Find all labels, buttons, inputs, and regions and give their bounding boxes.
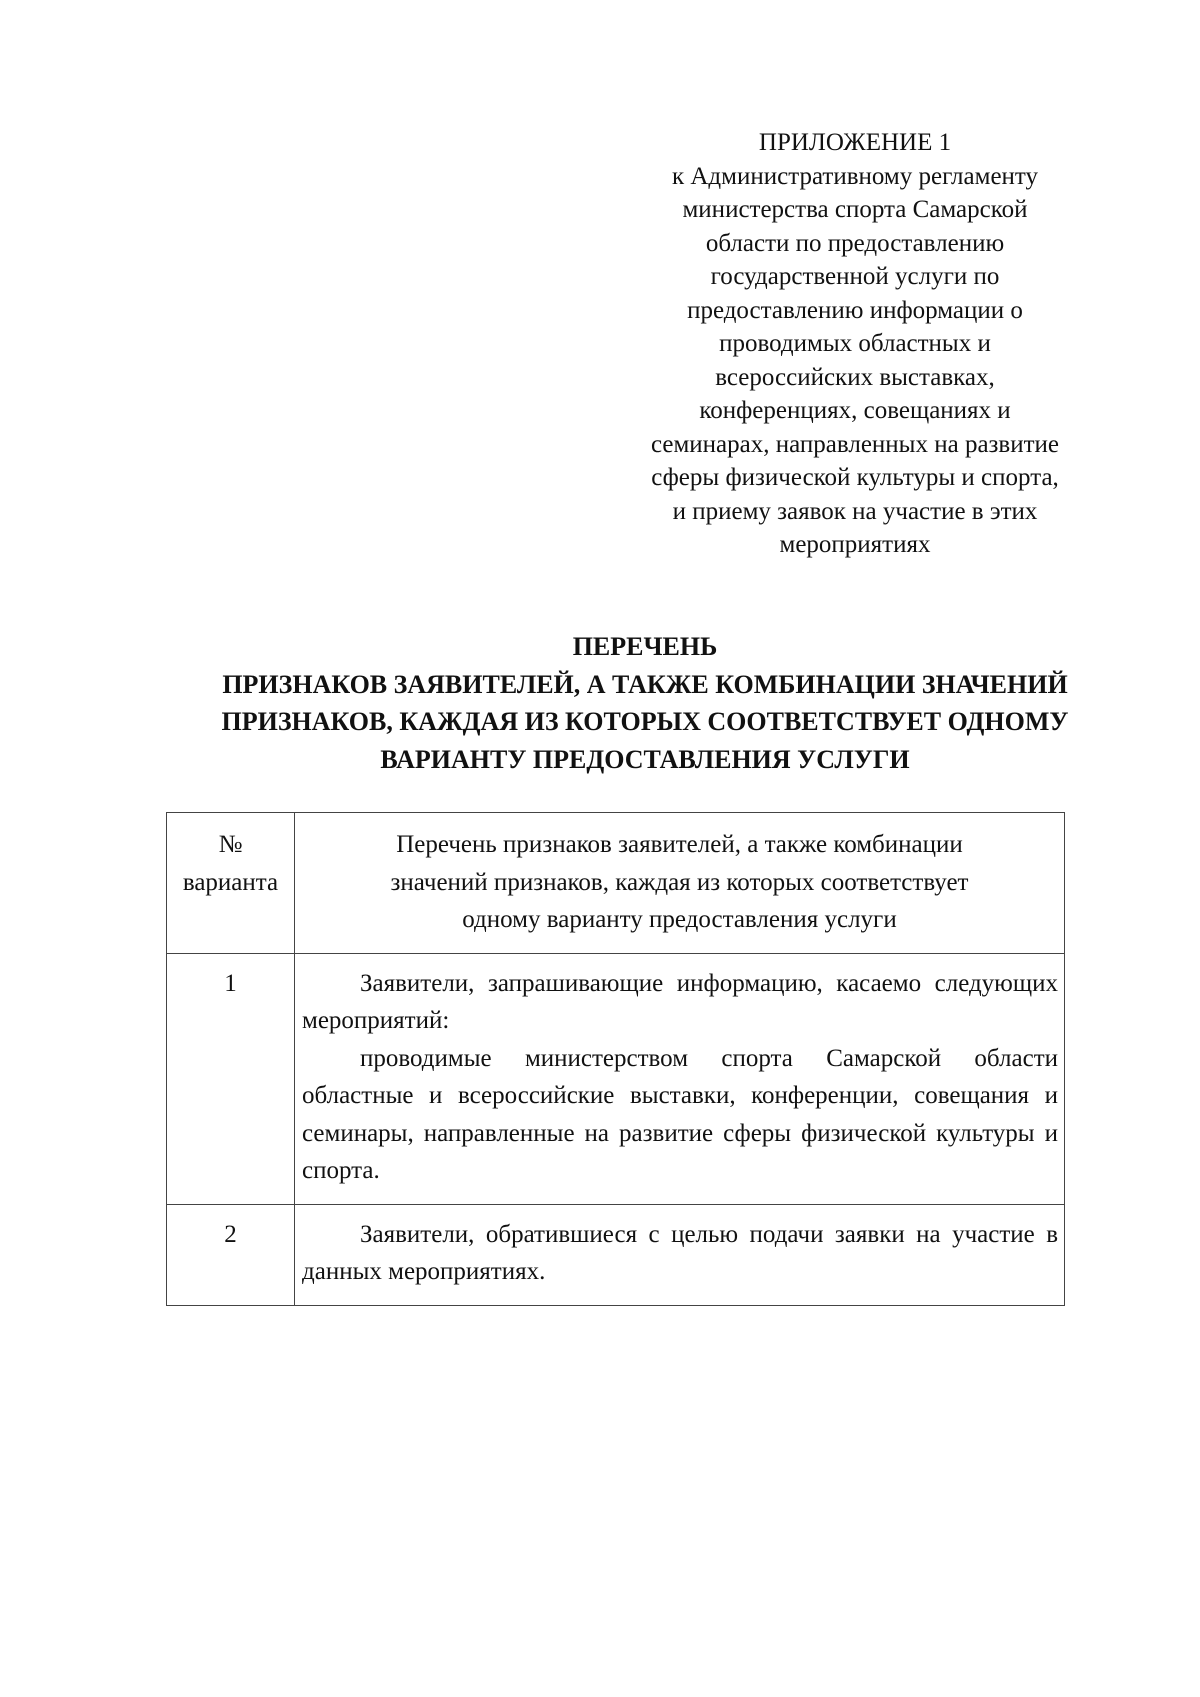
table-header-row bbox=[167, 813, 1065, 954]
variant-number-cell: 1 bbox=[167, 953, 295, 1204]
appendix-line: министерства спорта Самарской bbox=[682, 196, 1028, 223]
table-row bbox=[167, 1204, 1065, 1305]
appendix-line: мероприятиях bbox=[779, 531, 931, 558]
title-line: ВАРИАНТУ ПРЕДОСТАВЛЕНИЯ УСЛУГИ bbox=[380, 744, 910, 774]
appendix-line: области по предоставлению bbox=[705, 229, 1005, 257]
variant-description-cell bbox=[295, 1204, 1065, 1305]
appendix-line: семинарах, направленных на развитие bbox=[650, 430, 1060, 458]
variant-number-cell: 2 bbox=[167, 1204, 295, 1305]
header-number-cell bbox=[167, 813, 295, 954]
appendix-line: к Административному регламенту bbox=[671, 162, 1039, 190]
title-line: ПРИЗНАКОВ, КАЖДАЯ ИЗ КОТОРЫХ СООТВЕТСТВУЕТ ОДНОМУ bbox=[221, 707, 1069, 736]
appendix-line: ПРИЛОЖЕНИЕ 1 bbox=[758, 129, 952, 156]
title-line: ПРИЗНАКОВ ЗАЯВИТЕЛЕЙ, А ТАКЖЕ КОМБИНАЦИИ ЗНАЧЕНИЙ bbox=[222, 669, 1068, 699]
variant-paragraph: Заявители, запрашивающие информацию, касаемо следующих мероприятий: bbox=[302, 969, 1058, 1034]
appendix-line: всероссийских выставках, bbox=[715, 363, 995, 391]
appendix-line: предоставлению информации о bbox=[687, 296, 1023, 324]
appendix-block bbox=[620, 126, 1090, 562]
variants-table bbox=[166, 812, 1065, 1306]
header-description-line: одному варианту предоставления услуги bbox=[462, 906, 897, 933]
appendix-line: конференциях, совещаниях и bbox=[699, 397, 1011, 424]
header-number-sign: № bbox=[218, 831, 243, 858]
title-line: ПЕРЕЧЕНЬ bbox=[572, 632, 718, 661]
appendix-line: государственной услуги по bbox=[710, 263, 1000, 290]
header-description-line: Перечень признаков заявителей, а также комбинации bbox=[396, 831, 963, 858]
header-description-cell bbox=[295, 813, 1065, 954]
appendix-line: проводимых областных и bbox=[719, 330, 991, 357]
appendix-line: и приему заявок на участие в этих bbox=[672, 497, 1038, 525]
variant-description-cell bbox=[295, 953, 1065, 1204]
header-number-label: варианта bbox=[182, 868, 279, 896]
table-row bbox=[167, 953, 1065, 1204]
header-description-line: значений признаков, каждая из которых соответствует bbox=[390, 868, 969, 896]
document-title bbox=[150, 628, 1140, 778]
appendix-line: сферы физической культуры и спорта, bbox=[651, 464, 1059, 491]
variant-paragraph: проводимые министерством спорта Самарской области областные и всероссийские выставки, конференции, совещания и семинары, направленные на развитие сферы физической культуры и спорта. bbox=[302, 1044, 1058, 1184]
variant-paragraph: Заявители, обратившиеся с целью подачи заявки на участие в данных мероприятиях. bbox=[302, 1220, 1058, 1285]
